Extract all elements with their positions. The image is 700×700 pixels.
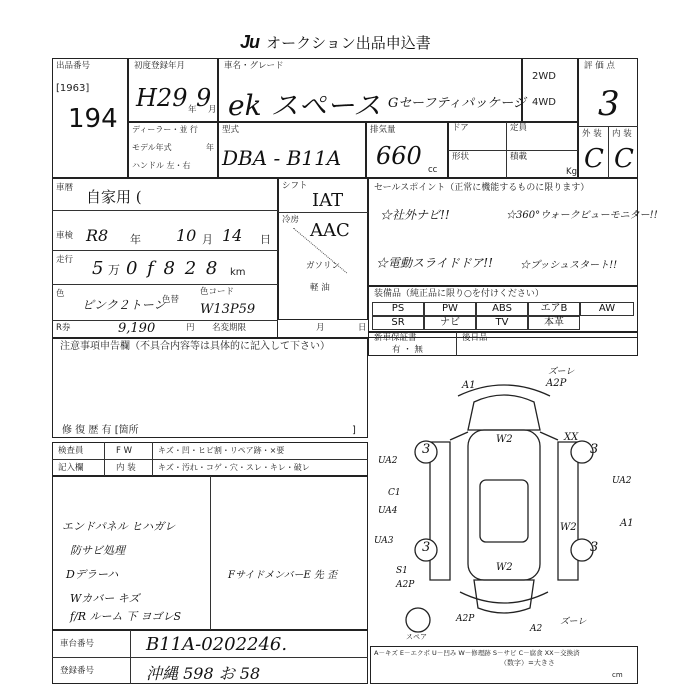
sales-line-3: ☆電動スライドドア!! [376,256,493,270]
dmg-xx: XX [564,432,579,443]
history-value: 自家用 ( [86,188,142,206]
lot-number: 194 [68,104,118,134]
capacity-unit: Kg [566,167,577,177]
score-int-label: 内 装 [612,129,632,139]
remark-3: Dデラーハ [66,568,119,581]
sales-line-2: ☆360°ウォークビューモニター!! [506,210,658,221]
checker-label: 検査員 [58,446,84,456]
dmg-left-ua4: UA4 [378,506,398,516]
first-reg-label: 初度登録年月 [134,61,186,71]
color-code-label: 色コード [200,287,235,297]
equip-pw: PW [424,302,476,316]
mileage-label: 走行 [56,255,74,265]
inspection-day: 14 [222,226,243,245]
dmg-right-ua2: UA2 [612,476,632,486]
remark-5: f/R ルーム 下 ヨゴレS [70,610,182,623]
sales-line-4: ☆プッシュスタート!! [520,260,618,271]
checker-fw: F W [116,446,132,456]
recycle-unit: 円 [186,323,195,333]
dmg-right-a1: A1 [620,518,634,529]
displacement-unit: cc [428,165,438,175]
entry-items: キズ・汚れ・コゲ・穴・スレ・キレ・破レ [158,463,310,472]
name-label: 車名・グレード [224,61,284,71]
car-grade: Gセーフティパッケージ [388,96,526,111]
equip-leather: 本革 [528,316,580,330]
entry-label: 記入欄 [58,463,84,473]
first-reg-month: 9 [196,84,212,112]
entry-interior: 内 装 [116,463,136,473]
fuel-diesel: 軽 油 [310,283,330,293]
seats-label: 定員 [510,123,528,133]
model-year-label: モデル年式 [132,143,172,152]
first-reg-era: H29 [136,84,188,112]
lot-label: 出品番号 [56,61,91,71]
displacement-value: 660 [376,142,422,170]
inspection-label: 車検 [56,231,74,241]
dmg-left-c1: C1 [388,488,401,498]
handle-label: ハンドル 左・右 [132,161,191,170]
equip-abs: ABS [476,302,528,316]
model-label: 型式 [222,125,240,135]
warranty-value: 有 ・ 無 [392,345,423,355]
displacement-label: 排気量 [370,125,396,135]
model-year-suffix: 年 [206,143,214,152]
dmg-left-a2p: A2P [396,580,415,590]
inspection-month-unit: 月 [202,233,213,246]
dmg-rear-w2: W2 [496,562,513,573]
dmg-front-a1: A1 [462,380,476,391]
sales-label: セールスポイント（正常に機能するものに限ります） [374,183,590,193]
equip-sr: SR [372,316,424,330]
notes-label: 注意事項申告欄（不具合内容等は具体的に記入して下さい） [60,341,330,352]
notes-block [52,338,368,438]
tire-rl-score: 3 [422,540,431,555]
inspection-day-unit: 日 [260,233,271,246]
repair-history: 修 復 歴 有 [箇所 [62,425,139,436]
plate-label: 登録番号 [60,666,95,676]
dmg-left-s1: S1 [396,566,408,576]
remark-4: Wカバー キズ [70,592,140,605]
remark-2: 防サビ処理 [70,544,125,557]
mileage-digits: 0 f 8 2 8 [126,258,220,279]
dmg-rear-a2p: A2P [456,614,475,624]
capacity-label: 積載 [510,152,528,162]
legend-line-1: A－キズ E－エクボ U－凹み W－修理跡 S－サビ C－腐食 XX－交換済 [374,649,580,657]
tire-fr-score: 3 [590,442,599,457]
equip-aw: AW [580,302,634,316]
chassis-value: B11A-0202246. [146,634,288,655]
inspection-year-unit: 年 [130,233,141,246]
drive-box [522,58,578,122]
shape-label: 形状 [452,152,470,162]
mileage-man-unit: 万 [108,263,121,277]
brand-logo: Ju [240,32,260,52]
legend-line-2: （数字）=大きさ [500,659,555,667]
dmg-left-ua3: UA3 [374,536,394,546]
equip-airbag: エアB [528,302,580,316]
dmg-front-a2p: A2P [546,378,567,389]
plate-value: 沖縄 598 お 58 [146,664,261,683]
inspection-month: 10 [176,226,197,245]
remark-1: エンドパネル ヒハガレ [62,520,176,533]
dmg-rear-a2: A2 [530,624,543,634]
dealer-label: ディーラー・並 行 [132,125,198,134]
sales-line-1: ☆社外ナビ!! [380,208,450,222]
equipment-label: 装備品（純正品に限り○を付けください） [374,289,544,299]
legend-cm: cm [612,671,623,679]
dmg-right-w2: W2 [560,522,577,533]
color-value: ピンク２トーン [82,298,166,312]
score-ext: C [584,144,604,174]
equip-tv: TV [476,316,528,330]
fuel-gas: ガソリン [306,261,341,271]
dmg-roof-w2: W2 [496,434,513,445]
lot-code: [1963] [56,83,90,94]
header [240,32,431,54]
door-label: ドア [452,123,469,133]
car-name: ek スペース [228,89,382,122]
name-change-month: 月 [316,323,325,333]
name-change-label: 名変期限 [212,323,247,333]
equip-ps: PS [372,302,424,316]
first-reg-month-unit: 月 [208,105,217,115]
shift-label: シフト [282,181,308,191]
score-int: C [614,144,634,174]
color-code: W13P59 [200,302,256,317]
chassis-label: 車台番号 [60,639,95,649]
mileage-man: 5 [92,258,104,279]
warranty-label: 新車保証書 [374,333,417,343]
dmg-front-zure: ズーレ [548,367,575,377]
aircon-label: 冷房 [282,215,300,225]
later-item-label: 後日品 [462,333,488,343]
score-value: 3 [598,84,620,124]
color-label: 色 [56,289,65,299]
score-label: 評 価 点 [584,61,615,71]
mileage-unit: km [230,267,246,278]
tire-rr-score: 3 [590,540,599,555]
tire-fl-score: 3 [422,442,431,457]
inspection-era: R8 [86,226,109,245]
repair-close: ] [352,425,356,436]
equip-navi: ナビ [424,316,476,330]
model-value: DBA - B11A [222,146,342,170]
drive-4wd: 4WD [532,97,556,108]
aircon-value: AAC [310,220,350,241]
car-damage-diagram [370,370,638,640]
dmg-rear-zure: ズーレ [560,617,587,627]
color-change-label: 色替 [162,295,180,305]
history-label: 車暦 [56,183,74,193]
first-reg-year-unit: 年 [188,105,197,115]
form-title: オークション出品申込書 [266,34,431,52]
shift-value: IAT [312,190,344,211]
recycle-label: R券 [56,323,71,333]
checker-items: キズ・凹・ヒビ割・リペア跡・×要 [158,446,285,455]
score-ext-label: 外 装 [582,129,602,139]
spare-label: スペア [406,633,427,641]
name-change-day: 日 [358,323,367,333]
diagram-note: FサイドメンバーE 先 歪 [228,570,338,581]
recycle-value: 9,190 [118,321,156,336]
drive-2wd: 2WD [532,71,556,82]
dmg-left-ua2: UA2 [378,456,398,466]
